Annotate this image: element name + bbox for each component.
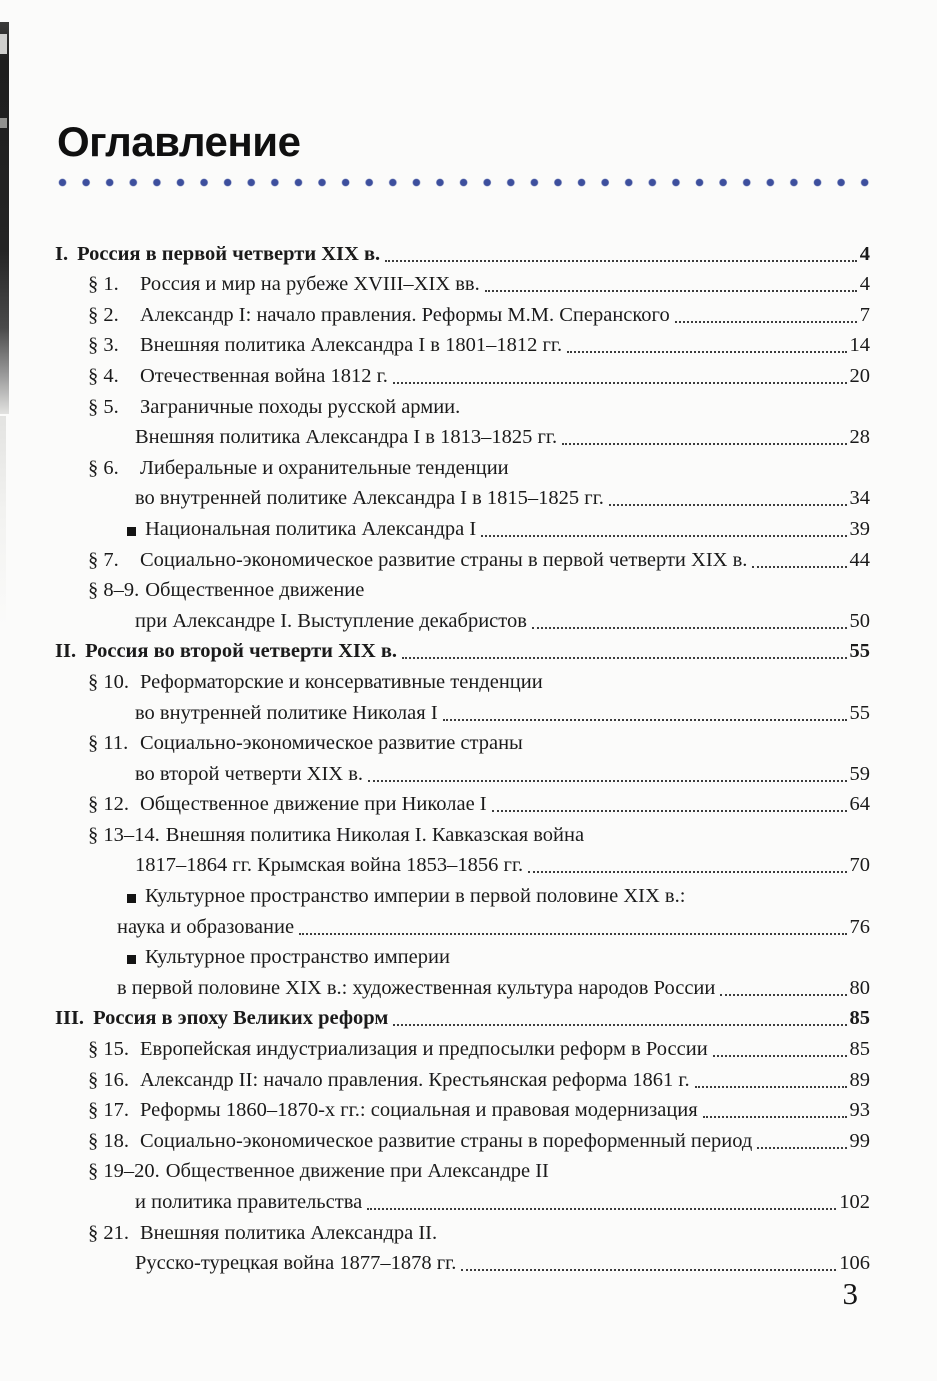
entry-page-number: 99 <box>849 1129 870 1152</box>
entry-text: Внешняя политика Александра I в 1801–1812 гг. <box>140 334 563 357</box>
entry-label: § 6. <box>88 456 119 479</box>
entry-text: Реформаторские и консервативные тенденции <box>140 670 543 693</box>
dot-leader <box>713 1055 847 1057</box>
entry-page-number: 59 <box>849 762 870 785</box>
entry-text: во внутренней политике Николая I <box>135 701 438 724</box>
entry-text: Общественное движение при Николае I <box>140 793 487 816</box>
scan-spine-notch <box>0 34 7 54</box>
entry-label: § 10. <box>88 670 129 693</box>
entry-text: Либеральные и охранительные тенденции <box>140 456 509 479</box>
entry-page-number: 55 <box>849 701 870 724</box>
entry-text: Национальная политика Александра I <box>145 517 477 540</box>
entry-text: Россия во второй четверти XIX в. <box>85 640 398 663</box>
entry-page-number: 85 <box>849 1038 870 1061</box>
toc-entry-line <box>55 1154 870 1185</box>
toc-entry-line <box>55 726 870 757</box>
dot-leader <box>485 290 857 292</box>
toc-entry-line <box>55 878 870 909</box>
entry-text: Социально-экономическое развитие страны <box>140 732 523 755</box>
table-of-contents <box>55 236 870 1276</box>
entry-label: § 19–20. <box>88 1160 160 1183</box>
toc-entry-line <box>55 848 870 879</box>
entry-text: Культурное пространство империи <box>145 946 450 969</box>
toc-entry-line <box>55 1062 870 1093</box>
entry-text: Общественное движение при Александре II <box>165 1160 549 1183</box>
entry-page-number: 34 <box>849 487 870 510</box>
bullet-square-icon <box>127 955 136 964</box>
bullet-square-icon <box>127 894 136 903</box>
entry-label: § 15. <box>88 1038 129 1061</box>
toc-entry-line <box>55 450 870 481</box>
entry-label: § 1. <box>88 273 119 296</box>
entry-text: при Александре I. Выступление декабристов <box>135 609 527 632</box>
entry-text: Европейская индустриализация и предпосылки реформ в России <box>140 1038 708 1061</box>
entry-text: Внешняя политика Александра I в 1813–1825 гг. <box>135 426 558 449</box>
entry-text: во второй четверти XIX в. <box>135 762 364 785</box>
toc-entry-line <box>55 970 870 1001</box>
toc-entry-line <box>55 1184 870 1215</box>
entry-text: Русско-турецкая война 1877–1878 гг. <box>135 1252 457 1275</box>
entry-page-number: 20 <box>849 364 870 387</box>
title-dots-divider <box>58 177 870 188</box>
entry-text: и политика правительства <box>135 1191 363 1213</box>
toc-entry-line <box>55 940 870 971</box>
dot-leader <box>393 1024 846 1026</box>
dot-leader <box>385 260 857 262</box>
entry-text: наука и образование <box>117 915 295 938</box>
entry-page-number: 28 <box>849 426 870 449</box>
toc-entry-line <box>55 1031 870 1062</box>
entry-text: Россия в первой четверти XIX в. <box>77 242 381 265</box>
entry-text: в первой половине XIX в.: художественная культура народов России <box>117 976 716 999</box>
entry-page-number: 106 <box>839 1252 870 1275</box>
toc-entry-line <box>55 664 870 695</box>
entry-text: Реформы 1860–1870-х гг.: социальная и правовая модернизация <box>140 1099 698 1122</box>
toc-entry-line <box>55 511 870 542</box>
toc-entry-line <box>55 1123 870 1154</box>
toc-entry-line <box>55 542 870 573</box>
entry-page-number: 14 <box>849 334 870 357</box>
entry-page-number: 93 <box>849 1099 870 1122</box>
entry-label: I. <box>55 242 69 265</box>
dot-leader <box>299 933 846 935</box>
bullet-square-icon <box>127 527 136 536</box>
entry-text: Россия и мир на рубеже XVIII–XIX вв. <box>140 273 480 296</box>
entry-page-number: 55 <box>849 640 870 663</box>
dot-leader <box>703 1116 847 1118</box>
toc-entry-line <box>55 328 870 359</box>
entry-page-number: 102 <box>839 1191 870 1213</box>
entry-label: § 3. <box>88 334 119 357</box>
entry-label: § 2. <box>88 303 119 326</box>
entry-text: Внешняя политика Николая I. Кавказская война <box>165 823 585 846</box>
toc-entry-line <box>55 236 870 267</box>
dot-leader <box>609 504 847 506</box>
entry-label: § 12. <box>88 793 129 816</box>
toc-entry-line <box>55 389 870 420</box>
entry-page-number: 44 <box>849 548 870 571</box>
entry-page-number: 4 <box>859 273 870 296</box>
entry-text: 1817–1864 гг. Крымская война 1853–1856 гг. <box>135 854 524 877</box>
entry-label: II. <box>55 640 77 663</box>
dot-leader <box>752 566 846 568</box>
toc-entry-line <box>55 756 870 787</box>
dot-leader <box>402 657 846 659</box>
entry-page-number: 80 <box>849 976 870 999</box>
dot-leader <box>695 1086 847 1088</box>
dot-leader <box>368 780 846 782</box>
toc-entry-line <box>55 297 870 328</box>
toc-entry-line <box>55 573 870 604</box>
dot-leader <box>562 443 846 445</box>
toc-entry-line <box>55 603 870 634</box>
entry-text: Социально-экономическое развитие страны в пореформенный период <box>140 1129 753 1152</box>
entry-text: Александр II: начало правления. Крестьянская реформа 1861 г. <box>140 1068 690 1091</box>
entry-text: Общественное движение <box>145 579 365 602</box>
toc-entry-line <box>55 1093 870 1124</box>
entry-label: § 18. <box>88 1129 129 1152</box>
entry-page-number: 85 <box>849 1007 870 1030</box>
dot-leader <box>528 871 846 873</box>
dot-leader <box>481 535 846 537</box>
toc-entry-line <box>55 695 870 726</box>
entry-page-number: 64 <box>849 793 870 816</box>
dot-leader <box>492 810 847 812</box>
entry-text: Культурное пространство империи в первой половине XIX в.: <box>145 885 686 908</box>
toc-entry-line <box>55 909 870 940</box>
dot-leader <box>532 627 847 629</box>
dot-leader <box>461 1269 836 1271</box>
entry-label: § 13–14. <box>88 823 160 846</box>
entry-label: § 11. <box>88 732 129 755</box>
dot-leader <box>567 351 846 353</box>
dot-leader <box>675 321 857 323</box>
toc-entry-line <box>55 817 870 848</box>
entry-label: § 4. <box>88 364 119 387</box>
dot-leader <box>393 382 847 384</box>
entry-page-number: 70 <box>849 854 870 877</box>
page-number: 3 <box>842 1276 858 1311</box>
entry-text: Социально-экономическое развитие страны в первой четверти XIX в. <box>140 548 748 571</box>
dot-leader <box>443 719 847 721</box>
toc-entry-line <box>55 634 870 665</box>
toc-entry-line <box>55 420 870 451</box>
entry-label: § 5. <box>88 395 119 418</box>
entry-label: § 7. <box>88 548 119 571</box>
toc-entry-line <box>55 481 870 512</box>
entry-label: § 21. <box>88 1221 129 1244</box>
entry-text: Внешняя политика Александра II. <box>140 1221 438 1244</box>
entry-text: Александр I: начало правления. Реформы М.М. Сперанского <box>140 303 670 326</box>
toc-entry-line <box>55 1246 870 1277</box>
entry-page-number: 76 <box>849 915 870 938</box>
entry-page-number: 50 <box>849 609 870 632</box>
toc-entry-line <box>55 1215 870 1246</box>
entry-page-number: 39 <box>849 517 870 540</box>
toc-entry-line <box>55 267 870 298</box>
entry-label: § 8–9. <box>88 579 140 602</box>
scan-spine-smudge <box>0 416 6 626</box>
entry-text: во внутренней политике Александра I в 1815–1825 гг. <box>135 487 604 510</box>
dot-leader <box>367 1208 836 1210</box>
toc-entry-line <box>55 787 870 818</box>
entry-page-number: 4 <box>859 242 870 265</box>
page-title: Оглавление <box>57 118 301 165</box>
toc-entry-line <box>55 1001 870 1032</box>
entry-page-number: 89 <box>849 1068 870 1091</box>
dot-leader <box>720 994 846 996</box>
entry-label: § 17. <box>88 1099 129 1122</box>
dot-leader <box>757 1147 846 1149</box>
entry-page-number: 7 <box>859 303 870 326</box>
entry-label: § 16. <box>88 1068 129 1091</box>
scan-spine-edge <box>0 22 9 414</box>
entry-text: Отечественная война 1812 г. <box>140 364 388 387</box>
entry-label: III. <box>55 1007 85 1030</box>
entry-text: Россия в эпоху Великих реформ <box>93 1007 389 1030</box>
scan-spine-notch <box>0 118 7 128</box>
toc-entry-line <box>55 358 870 389</box>
entry-text: Заграничные походы русской армии. <box>140 395 461 418</box>
